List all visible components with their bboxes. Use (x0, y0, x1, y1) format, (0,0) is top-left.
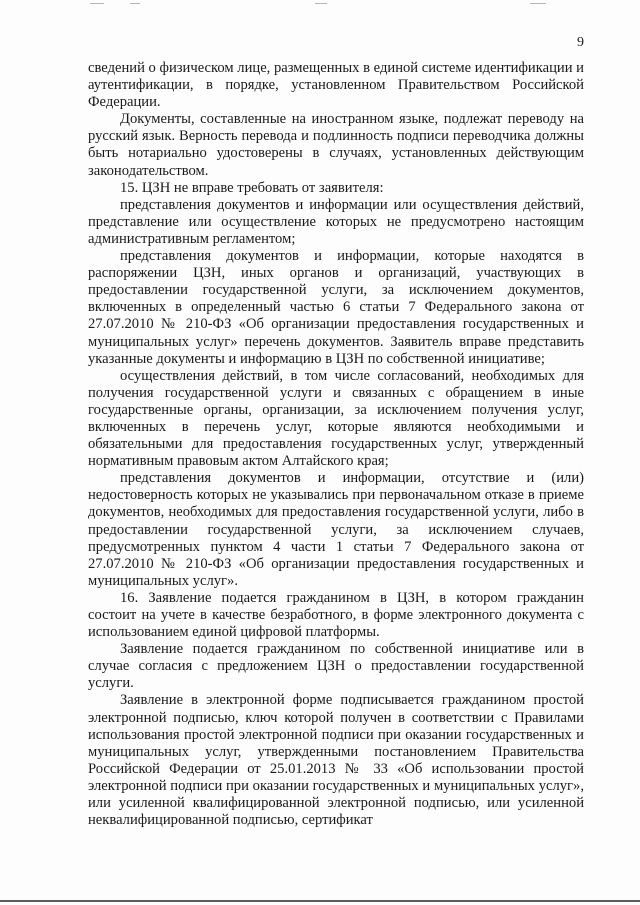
paragraph: осуществления действий, в том числе согласований, необходимых для получения государственной услуги и связанных с обращением в иные государственные органы, организации, за исключением получения услуг, включенных в перечень услуг, которые являются необходимыми и обязательными для предоставления государственных услуг, утвержденный нормативным правовым актом Алтайского края; (88, 367, 584, 470)
paragraph: 16. Заявление подается гражданином в ЦЗН, в котором гражданин состоит на учете в качестве безработного, в форме электронного документа с использованием единой цифровой платформы. (88, 589, 584, 641)
scan-marks (60, 3, 580, 5)
paragraph: Заявление в электронной форме подписывается гражданином простой электронной подписью, ключ которой получен в соответствии с Правилами использования простой электронной подписи при оказании государственных и муниципальных услуг, утвержденными постановлением Правительства Российской Федерации от 25.01.2013 № 33 «Об использовании простой электронной подписи при оказании государственных и муниципальных услуг», или усиленной квалифицированной электронной подписью, или усиленной неквалифицированной подписью, сертификат (88, 692, 584, 829)
paragraph: Заявление подается гражданином по собственной инициативе или в случае согласия с предложением ЦЗН о предоставлении государственной услуги. (88, 641, 584, 692)
paragraph: 15. ЦЗН не вправе требовать от заявителя: (120, 179, 384, 196)
paragraph: представления документов и информации, которые находятся в распоряжении ЦЗН, иных органов и организаций, участвующих в предоставлении государственной услуги, за исключением документов, включенных в определенный частью 6 статьи 7 Федерального закона от 27.07.2010 № 210-ФЗ «Об организации предоставления государственных и муниципальных услуг» перечень документов. Заявитель вправе представить указанные документы и информацию в ЦЗН по собственной инициативе; (88, 248, 584, 367)
scan-bottom-edge (0, 900, 640, 902)
page-number: 9 (577, 35, 584, 50)
paragraph: представления документов и информации, отсутствие и (или) недостоверность которых не указывались при первоначальном отказе в приеме документов, необходимых для предоставления государственной услуги, либо в предоставлении государственной услуги, за исключением случаев, предусмотренных пунктом 4 части 1 статьи 7 Федерального закона от 27.07.2010 № 210-ФЗ «Об организации предоставления государственных и муниципальных услуг». (88, 470, 584, 589)
document-body (88, 60, 584, 829)
paragraph: сведений о физическом лице, размещенных в единой системе идентификации и аутентификации, в порядке, установленном Правительством Российской Федерации. (88, 60, 584, 111)
paragraph: представления документов и информации или осуществления действий, представление или осуществление которых не предусмотрено настоящим административным регламентом; (88, 196, 584, 247)
paragraph: Документы, составленные на иностранном языке, подлежат переводу на русский язык. Верность перевода и подлинность подписи переводчика должны быть нотариально удостоверены в случаях, установленных действующим законодательством. (88, 111, 584, 179)
